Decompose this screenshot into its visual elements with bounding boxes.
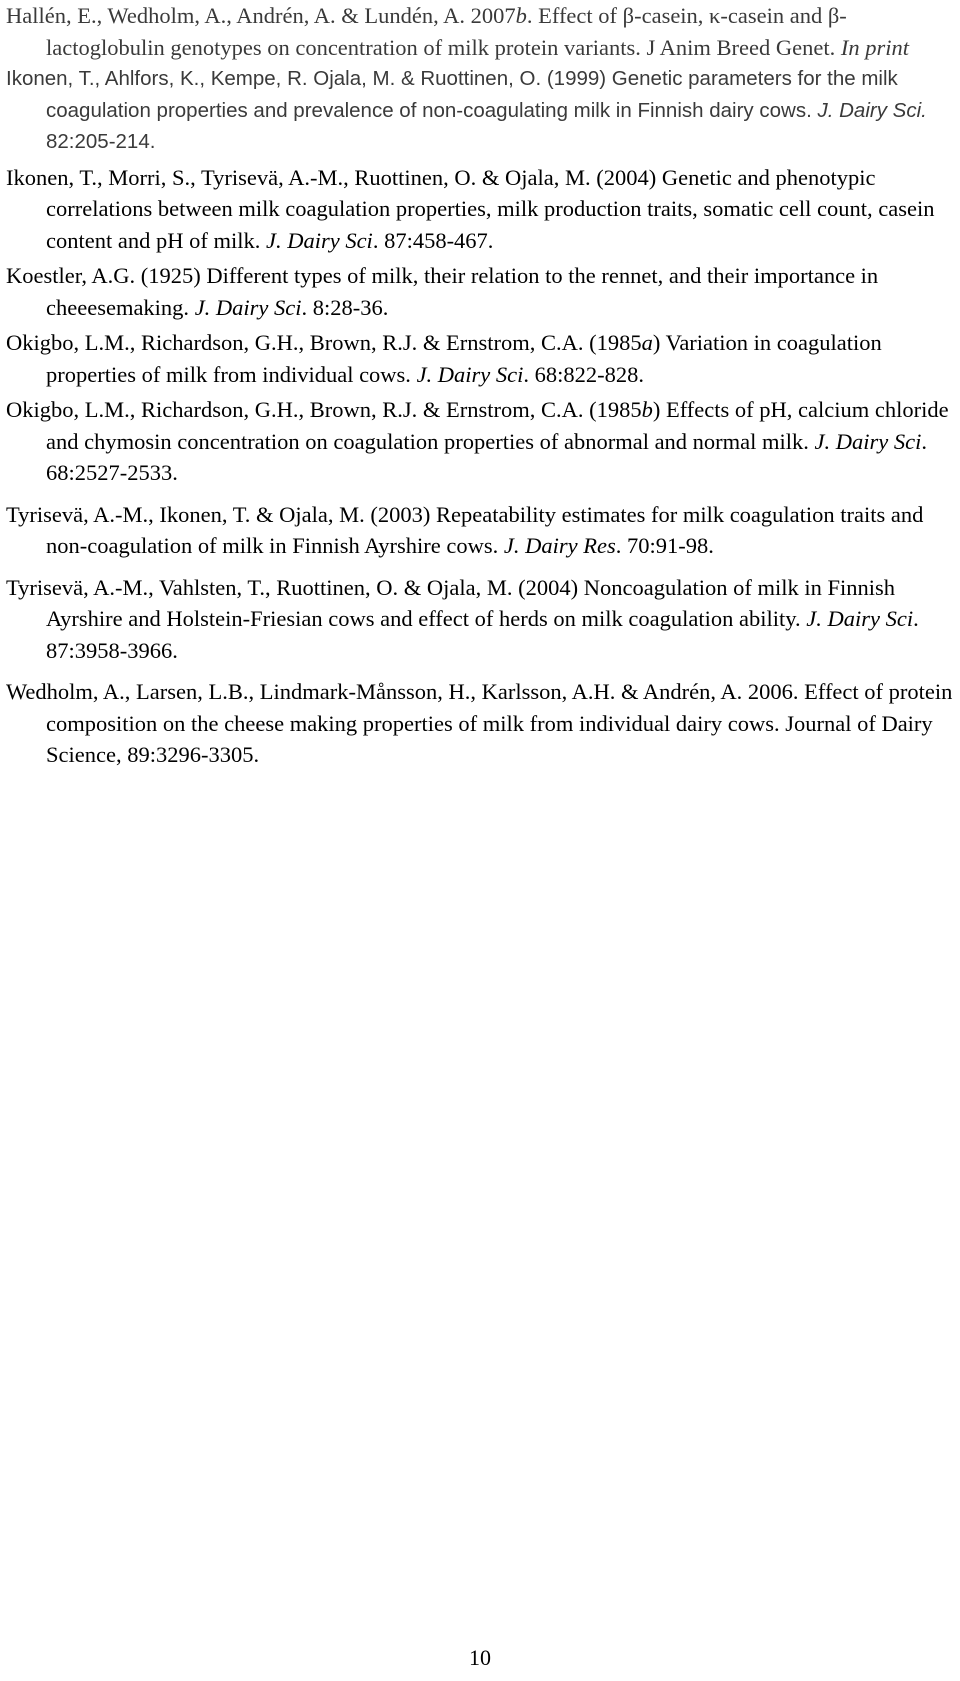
reference-ikonen-2004	[6, 162, 956, 257]
ref-italic: b	[515, 3, 527, 28]
ref-journal: J. Dairy Sci	[806, 606, 914, 631]
ref-italic: a	[641, 330, 653, 355]
reference-wedholm-2006	[6, 676, 956, 771]
ref-text: . 87:3958-3966.	[46, 606, 919, 663]
ref-text: Hallén, E., Wedholm, A., Andrén, A. & Lundén, A. 2007	[6, 3, 516, 28]
ref-journal: J. Dairy Res	[503, 533, 616, 558]
ref-text: ) Variation in coagulation properties of milk from individual cows.	[46, 330, 882, 387]
ref-journal: J. Dairy Sci	[416, 361, 524, 387]
reference-okigbo-1985a	[6, 327, 956, 390]
ref-text: ) Effects of pH, calcium chloride and chymosin concentration on coagulation properties of abnormal and normal milk.	[46, 397, 949, 454]
reference-tyriseva-2004	[6, 572, 956, 667]
ref-text: Tyrisevä, A.-M., Ikonen, T. & Ojala, M. (2003) Repeatability estimates for milk coagulation traits and non-coagulation of milk in Finnish Ayrshire cows.	[6, 501, 924, 558]
ref-journal: J. Dairy Sci	[194, 294, 302, 320]
ref-text: . Effect of β-casein, κ-casein and β-lactoglobulin genotypes on concentration of milk protein variants. J Anim Breed Genet.	[46, 3, 847, 60]
reference-list	[6, 0, 956, 771]
ref-italic: b	[641, 397, 653, 422]
ref-text: Tyrisevä, A.-M., Vahlsten, T., Ruottinen, O. & Ojala, M. (2004) Noncoagulation of milk in Finnish Ayrshire and Holstein-Friesian cows and effect of herds on milk coagulation ability.	[6, 574, 895, 631]
ref-text: Ikonen, T., Morri, S., Tyrisevä, A.-M., Ruottinen, O. & Ojala, M. (2004) Genetic and phenotypic correlations between milk coagulation properties, milk production traits, somatic cell count, casein content and pH of milk.	[6, 164, 935, 253]
ref-text: . 68:2527-2533.	[46, 428, 928, 485]
ref-text: . 70:91-98.	[615, 533, 714, 558]
reference-koestler-1925	[6, 260, 956, 323]
reference-ikonen-1999	[6, 63, 956, 158]
ref-text: . 87:458-467.	[372, 227, 494, 253]
ref-journal: J. Dairy Sci	[265, 227, 373, 253]
reference-okigbo-1985b	[6, 394, 956, 489]
ref-text: Ikonen, T., Ahlfors, K., Kempe, R. Ojala, M. & Ruottinen, O. (1999) Genetic parameters for the milk coagulation properties and prevalence of non-coagulating milk in Finnish dairy cows.	[6, 67, 898, 122]
reference-hallen-2007b	[6, 0, 956, 63]
ref-journal: J. Dairy Sci.	[817, 98, 927, 122]
ref-italic: In print	[840, 34, 909, 60]
ref-text: Okigbo, L.M., Richardson, G.H., Brown, R.J. & Ernstrom, C.A. (1985	[6, 397, 642, 422]
page-number: 10	[469, 1645, 491, 1670]
ref-text: Okigbo, L.M., Richardson, G.H., Brown, R.J. & Ernstrom, C.A. (1985	[6, 330, 642, 355]
ref-text: 82:205-214.	[46, 130, 156, 153]
ref-text: Koestler, A.G. (1925) Different types of milk, their relation to the rennet, and their importance in cheeesemaking.	[6, 263, 879, 320]
ref-text: . 68:822-828.	[523, 361, 645, 387]
ref-text: . 8:28-36.	[301, 294, 389, 320]
ref-text: Wedholm, A., Larsen, L.B., Lindmark-Månsson, H., Karlsson, A.H. & Andrén, A. 2006. Effect of protein composition on the cheese making properties of milk from individual dairy cows. Journal of Dairy Science, 89:3296-3305.	[6, 679, 953, 767]
ref-journal: J. Dairy Sci	[814, 428, 922, 454]
reference-tyriseva-2003	[6, 499, 956, 562]
